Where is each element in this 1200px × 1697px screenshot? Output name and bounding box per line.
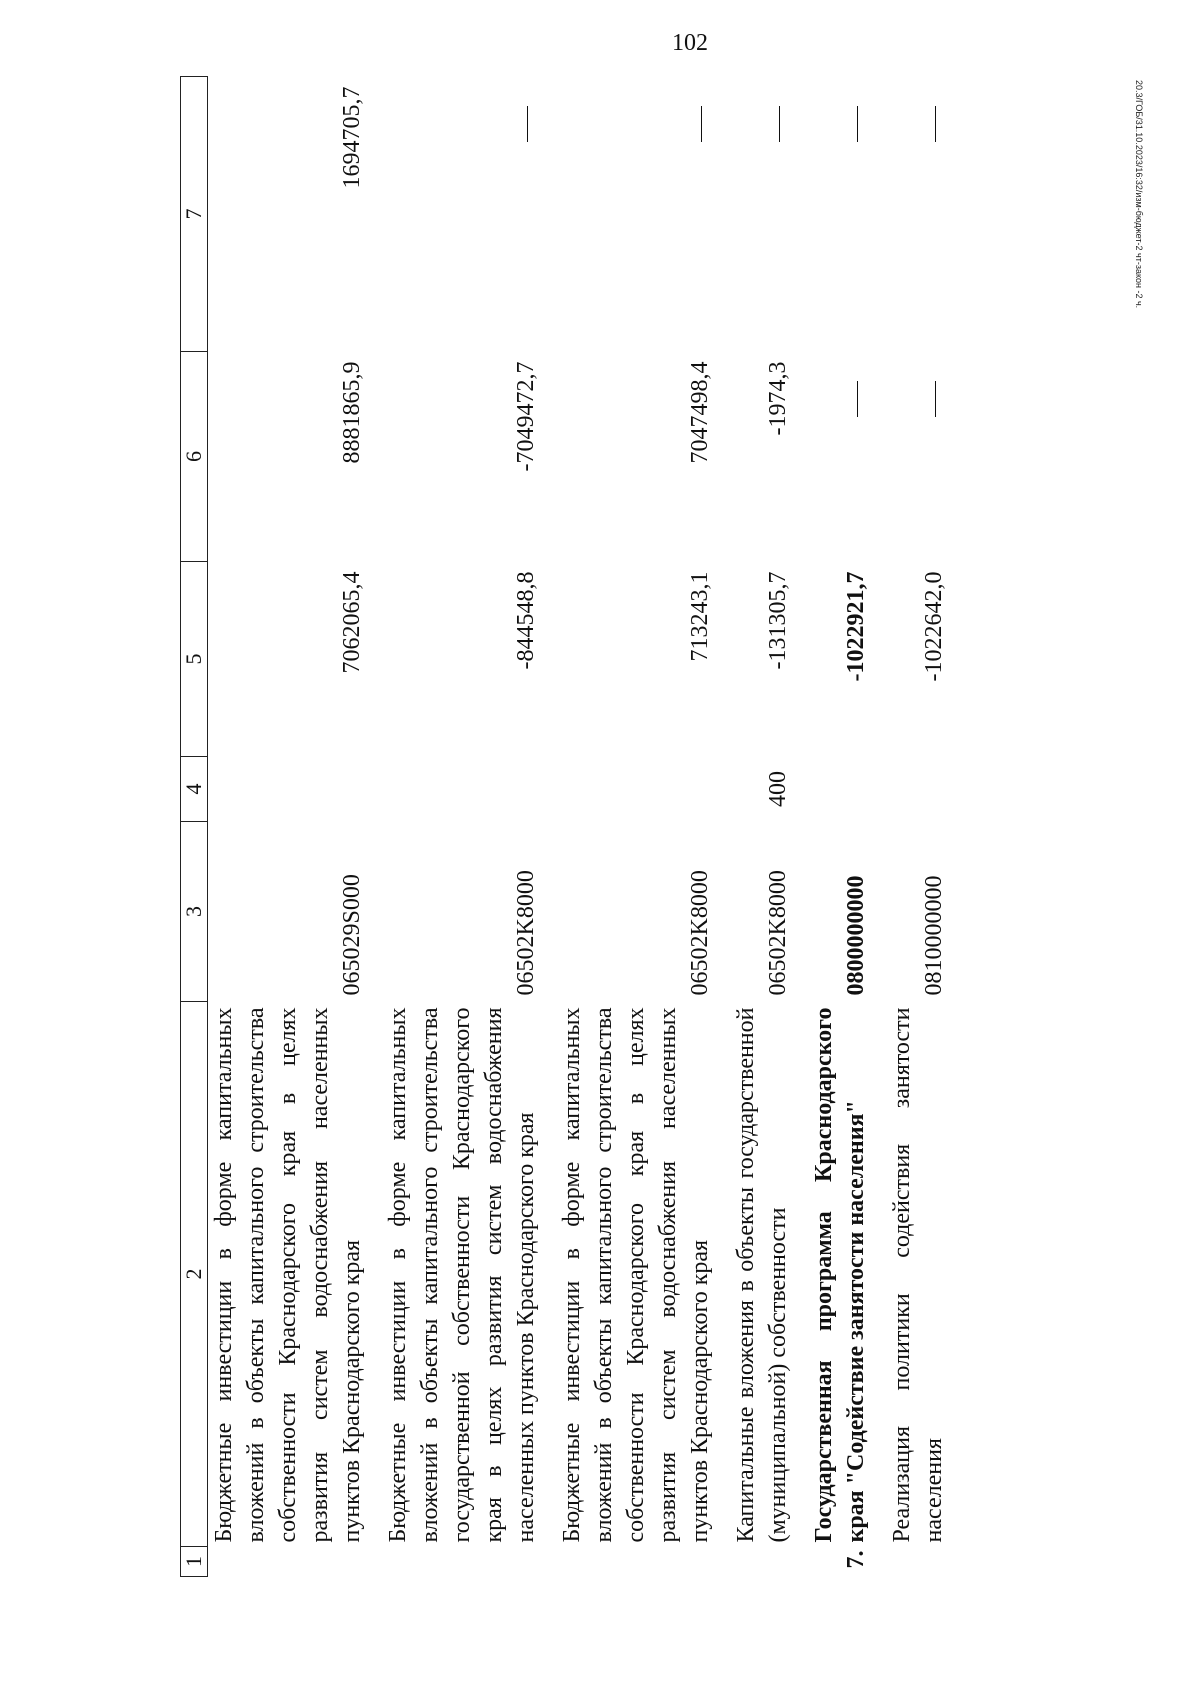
- row-value-col5: -1022642,0: [921, 571, 947, 682]
- row-value-col7: [382, 77, 556, 352]
- row-value-col5: -844548,8: [513, 571, 539, 670]
- table-row: [208, 77, 383, 1577]
- table-header-row: [181, 77, 208, 1577]
- row-value-col7: [808, 77, 886, 352]
- row-expense-type: [808, 757, 886, 822]
- header-col-1: 1: [181, 1547, 208, 1577]
- row-value-col6: -7049472,7: [513, 361, 539, 472]
- row-expense-type: [382, 757, 556, 822]
- row-value-col7: 1694705,7: [339, 86, 365, 189]
- row-target-code: 0810000000: [921, 875, 947, 996]
- row-number: [208, 1547, 383, 1577]
- header-col-4: 4: [181, 757, 208, 822]
- row-expense-type: [886, 757, 964, 822]
- row-number: [556, 1547, 730, 1577]
- table-body: [208, 77, 965, 1577]
- table-row: [382, 77, 556, 1577]
- dash-mark: [701, 107, 702, 143]
- row-name: Капитальные вложения в объекты государственной (муниципальной) собственности: [733, 1007, 791, 1543]
- row-target-code: 06502K8000: [765, 870, 791, 996]
- row-expense-type: [556, 757, 730, 822]
- dash-mark: [857, 107, 858, 143]
- dash-mark: [527, 107, 528, 143]
- row-value-col5: 7062065,4: [339, 571, 365, 674]
- row-value-col7: [886, 77, 964, 352]
- row-expense-type: 400: [765, 771, 791, 807]
- row-name: Бюджетные инвестиции в форме капитальных вложений в объекты капитального строительства собственности Краснодарского края в целях развития систем водоснабжения населенных пунктов Краснодарского края: [211, 1007, 365, 1543]
- row-number: [886, 1547, 964, 1577]
- row-expense-type: [208, 757, 383, 822]
- page-number: 102: [672, 30, 708, 56]
- table-row: [556, 77, 730, 1577]
- header-col-3: 3: [181, 822, 208, 1002]
- row-name: Бюджетные инвестиции в форме капитальных вложений в объекты капитального строительства собственности Краснодарского края в целях развития систем водоснабжения населенных пунктов Краснодарского края: [559, 1007, 713, 1543]
- row-value-col5: 713243,1: [687, 571, 713, 662]
- header-col-7: 7: [181, 77, 208, 352]
- row-value-col6: [808, 352, 886, 562]
- row-target-code: 06502K8000: [513, 870, 539, 996]
- budget-table-rotated: [180, 77, 1120, 1577]
- row-number: [730, 1547, 808, 1577]
- row-value-col6: 7047498,4: [687, 361, 713, 464]
- row-value-col6: 8881865,9: [339, 361, 365, 464]
- row-value-col5: -1022921,7: [843, 571, 869, 682]
- row-target-code: 06502K8000: [687, 870, 713, 996]
- dash-mark: [935, 382, 936, 418]
- header-col-2: 2: [181, 1002, 208, 1547]
- table-row: [808, 77, 886, 1577]
- row-value-col7: [730, 77, 808, 352]
- table-row: [886, 77, 964, 1577]
- row-value-col6: -1974,3: [765, 361, 791, 436]
- dash-mark: [779, 107, 780, 143]
- budget-table: [180, 76, 964, 1577]
- dash-mark: [935, 107, 936, 143]
- row-number: 7.: [843, 1550, 869, 1569]
- row-target-code: 0800000000: [843, 875, 869, 996]
- row-name: Реализация политики содействия занятости населения: [889, 1007, 947, 1543]
- row-name: Бюджетные инвестиции в форме капитальных вложений в объекты капитального строительства государственной собственности Краснодарского края в целях развития систем водоснабжения населенных пунктов Краснодарского края: [385, 1007, 539, 1543]
- footer-file-stamp: 20.3/ГОБ/31.10.2023/16:32/изм-бюджет-2 чт-закон -2 ч.: [1134, 80, 1144, 309]
- table-row: [730, 77, 808, 1577]
- row-value-col6: [886, 352, 964, 562]
- dash-mark: [857, 382, 858, 418]
- header-col-6: 6: [181, 352, 208, 562]
- row-value-col5: -131305,7: [765, 571, 791, 670]
- header-col-5: 5: [181, 562, 208, 757]
- row-value-col7: [556, 77, 730, 352]
- row-name: Государственная программа Краснодарского края "Содействие занятости населения": [811, 1007, 869, 1543]
- row-target-code: 065029S000: [339, 874, 365, 996]
- row-number: [382, 1547, 556, 1577]
